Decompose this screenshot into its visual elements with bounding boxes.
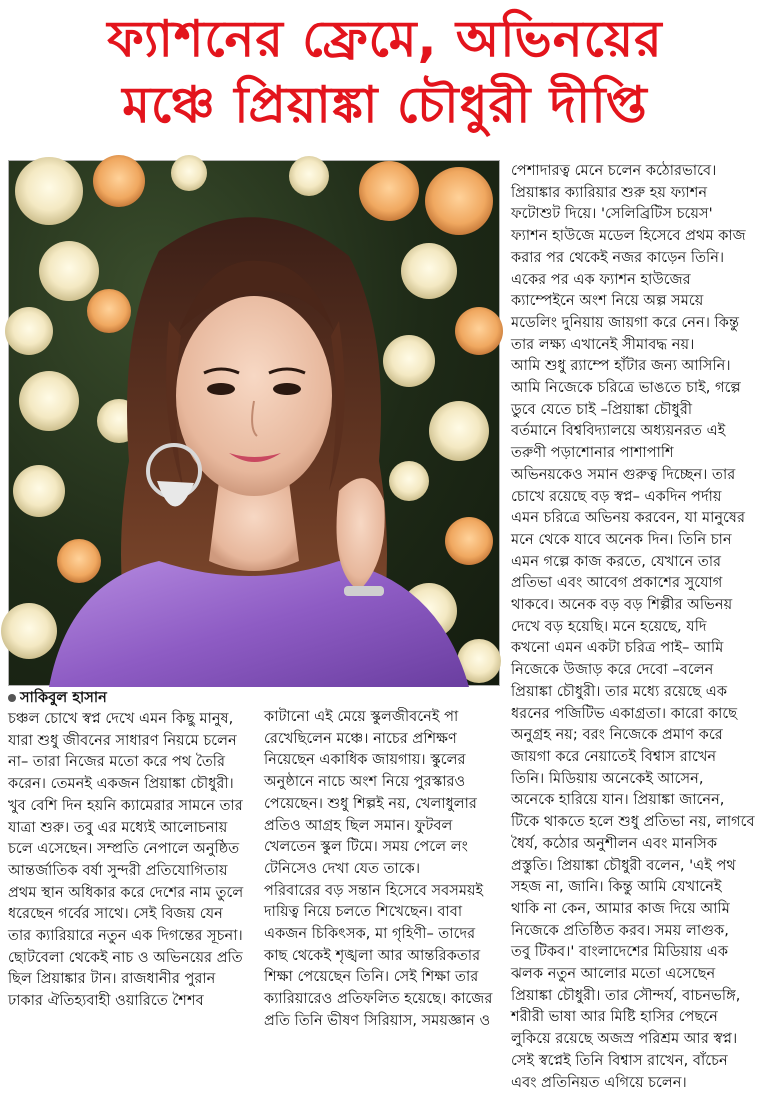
article-line: ঝলক নতুন আলোর মতো এসেছেন bbox=[511, 965, 716, 983]
article-line: টিকে থাকতে হলে শুধু প্রতিভা নয়, লাগবে bbox=[511, 813, 755, 831]
article-line: চলে এসেছেন। সম্প্রতি নেপালে অনুষ্ঠিত bbox=[8, 840, 240, 858]
headline-line-1: ফ্যাশনের ফ্রেমে, অভিনয়ের bbox=[107, 10, 663, 68]
article-line: ক্যারিয়ারেও প্রতিফলিত হয়েছে। কাজের bbox=[264, 990, 493, 1008]
dress bbox=[49, 561, 469, 687]
article-line: জায়গা করে নেয়াতেই বিশ্বাস রাখেন bbox=[511, 747, 717, 765]
article-line: এমন গল্পে কাজ করতে, যেখানে তার bbox=[511, 552, 722, 570]
article-line: কখনো এমন একটা চরিত্র পাই– আমি bbox=[511, 639, 724, 657]
article-line: ফটোশুট দিয়ে। 'সেলিব্রিটিস চয়েস' bbox=[511, 205, 713, 223]
article-line: শিক্ষা পেয়েছেন তিনি। সেই শিক্ষা তার bbox=[264, 968, 479, 986]
article-line: সেই স্বপ্নেই তিনি বিশ্বাস রাখেন, বাঁচেন bbox=[511, 1051, 728, 1069]
article-line: দায়িত্ব নিয়ে চলতে শিখেছেন। বাবা bbox=[264, 903, 463, 921]
article-line: করেন। তেমনই একজন প্রিয়াঙ্কা চৌধুরী। bbox=[8, 775, 234, 793]
article-line: না– তারা নিজের মতো করে পথ তৈরি bbox=[8, 753, 226, 771]
article-line: কাছ থেকেই শৃঙ্খলা আর আন্তরিকতার bbox=[264, 946, 481, 964]
article-line: নিজেকে উজাড় করে দেবো –বলেন bbox=[511, 661, 714, 679]
article-line: মডেলিং দুনিয়ায় জায়গা করে নেন। কিন্তু bbox=[511, 313, 740, 331]
article-line: অভিনয়কেও সমান গুরুত্ব দিচ্ছেন। তার bbox=[511, 465, 736, 483]
article-line: প্রস্তুতি। প্রিয়াঙ্কা চৌধুরী বলেন, 'এই পথ bbox=[511, 856, 736, 874]
article-line: চোখে রয়েছে বড় স্বপ্ন– একদিন পর্দায় bbox=[511, 487, 722, 505]
article-line: পেয়েছেন। শুধু শিল্পই নয়, খেলাধুলার bbox=[264, 794, 477, 812]
article-line: প্রথম স্থান অধিকার করে দেশের নাম তুলে bbox=[8, 883, 244, 901]
article-line: ধরনের পজিটিভ একাগ্রতা। কারো কাছে bbox=[511, 704, 738, 722]
article-line: অনুগ্রহ নয়; বরং নিজেকে প্রমাণ করে bbox=[511, 726, 723, 744]
article-line: সহজ না, জানি। কিন্তু আমি যেখানেই bbox=[511, 878, 722, 896]
article-line: খেলতেন স্কুল টিমে। সময় পেলে লং bbox=[264, 838, 468, 856]
article-column-left bbox=[8, 688, 258, 1012]
article-line: প্রতি তিনি ভীষণ সিরিয়াস, সময়জ্ঞান ও bbox=[264, 1011, 491, 1029]
byline bbox=[8, 688, 258, 708]
article-line: নিয়েছেন একাধিক জায়গায়। স্কুলের bbox=[264, 751, 466, 769]
article-line: আন্তর্জাতিক বর্ষা সুন্দরী প্রতিযোগিতায় bbox=[8, 861, 228, 879]
byline-author: সাকিবুল হাসান bbox=[20, 689, 107, 706]
article-line: একের পর এক ফ্যাশন হাউজের bbox=[511, 270, 691, 288]
article-line: ডুবে যেতে চাই –প্রিয়াঙ্কা চৌধুরী bbox=[511, 400, 693, 418]
article-line: টেনিসেও দেখা যেত তাকে। bbox=[264, 859, 421, 877]
portrait-illustration bbox=[9, 161, 501, 687]
article-line: এবং প্রতিনিয়ত এগিয়ে চলেন। bbox=[511, 1073, 687, 1091]
article-line: তিনি। মিডিয়ায় অনেকেই আসেন, bbox=[511, 769, 704, 787]
article-line: পরিবারের বড় সন্তান হিসেবে সবসময়ই bbox=[264, 881, 484, 899]
article-line: নিজেকে প্রতিষ্ঠিত করব। সময় লাগুক, bbox=[511, 921, 729, 939]
article-line: চঞ্চল চোখে স্বপ্ন দেখে এমন কিছু মানুষ, bbox=[8, 710, 234, 727]
article-line: খুব বেশি দিন হয়নি ক্যামেরার সামনে তার bbox=[8, 796, 243, 814]
article-line: থাকবে। অনেক বড় বড় শিল্পীর অভিনয় bbox=[511, 596, 733, 614]
article-line: আমি নিজেকে চরিত্রে ভাঙতে চাই, গল্পে bbox=[511, 379, 741, 397]
article-line: প্রতিভা এবং আবেগ প্রকাশের সুযোগ bbox=[511, 574, 723, 592]
article-line: আমি শুধু র‍্যাম্পে হাঁটার জন্য আসিনি। bbox=[511, 357, 731, 375]
article-line: ছোটবেলা থেকেই নাচ ও অভিনয়ের প্রতি bbox=[8, 948, 243, 966]
article-line: পেশাদারত্ব মেনে চলেন কঠোরভাবে। bbox=[511, 162, 717, 179]
article-line: ছিল প্রিয়াঙ্কার টান। রাজধানীর পুরান bbox=[8, 970, 216, 988]
article-line: যারা শুধু জীবনের সাধারণ নিয়মে চলেন bbox=[8, 731, 237, 749]
article-line: রেখেছিলেন মঞ্চে। নাচের প্রশিক্ষণ bbox=[264, 729, 457, 747]
article-line: অনেকে হারিয়ে যান। প্রিয়াঙ্কা জানেন, bbox=[511, 791, 725, 809]
article-line: একজন চিকিৎসক, মা গৃহিণী– তাদের bbox=[264, 925, 476, 943]
article-line: থাকি না কেন, আমার কাজ দিয়ে আমি bbox=[511, 899, 730, 917]
article-line: বর্তমানে বিশ্ববিদ্যালয়ে অধ্যয়নরত এই bbox=[511, 422, 726, 440]
article-line: প্রিয়াঙ্কা চৌধুরী। তার সৌন্দর্য, বাচনভঙ্গি, bbox=[511, 986, 741, 1004]
article-column-right bbox=[511, 160, 763, 1093]
article-line: মনে থেকে যাবে অনেক দিন। তিনি চান bbox=[511, 530, 732, 548]
article-line: ফ্যাশন হাউজে মডেল হিসেবে প্রথম কাজ bbox=[511, 227, 746, 245]
article-line: দেখে বড় হয়েছি। মনে হয়েছে, যদি bbox=[511, 617, 707, 635]
article-line: তার ক্যারিয়ারে নতুন এক দিগন্তের সূচনা। bbox=[8, 927, 243, 945]
article-line: প্রতিও আগ্রহ ছিল সমান। ফুটবল bbox=[264, 816, 453, 834]
article-line: শরীরী ভাষা আর মিষ্টি হাসির পেছনে bbox=[511, 1008, 718, 1026]
article-line: তরুণী পড়াশোনার পাশাপাশি bbox=[511, 444, 674, 462]
article-line: লুকিয়ে রয়েছে অজস্র পরিশ্রম আর স্বপ্ন। bbox=[511, 1030, 738, 1048]
article-line: ক্যাম্পেইনে অংশ নিয়ে অল্প সময়ে bbox=[511, 292, 704, 310]
article-line: প্রিয়াঙ্কার ক্যারিয়ার শুরু হয় ফ্যাশন bbox=[511, 183, 708, 201]
portrait-photo bbox=[8, 160, 500, 686]
article-line: করার পর থেকেই নজর কাড়েন তিনি। bbox=[511, 248, 725, 266]
article-line: ধৈর্য, কঠোর অনুশীলন এবং মানসিক bbox=[511, 834, 718, 852]
article-line: অনুষ্ঠানে নাচে অংশ নিয়ে পুরস্কারও bbox=[264, 773, 466, 791]
headline bbox=[0, 6, 770, 138]
article-line: প্রিয়াঙ্কা চৌধুরী। তার মধ্যে রয়েছে এক bbox=[511, 682, 728, 700]
article-line: যাত্রা শুরু। তবু এর মধ্যেই আলোচনায় bbox=[8, 818, 228, 836]
article-line: ঢাকার ঐতিহ্যবাহী ওয়ারিতে শৈশব bbox=[8, 992, 204, 1010]
article-line: এমন চরিত্রে অভিনয় করবেন, যা মানুষের bbox=[511, 509, 745, 527]
bullet-icon bbox=[8, 694, 16, 702]
article-column-middle bbox=[264, 706, 504, 1032]
article-line: ধরেছেন গর্বের সাথে। সেই বিজয় যেন bbox=[8, 905, 223, 923]
article-line: তবু টিকব।' বাংলাদেশের মিডিয়ায় এক bbox=[511, 943, 729, 961]
article-line: তার লক্ষ্য এখানেই সীমাবদ্ধ নয়। bbox=[511, 335, 695, 353]
headline-line-2: মঞ্চে প্রিয়াঙ্কা চৌধুরী দীপ্তি bbox=[122, 76, 648, 134]
article-line: কাটানো এই মেয়ে স্কুলজীবনেই পা bbox=[264, 708, 459, 725]
